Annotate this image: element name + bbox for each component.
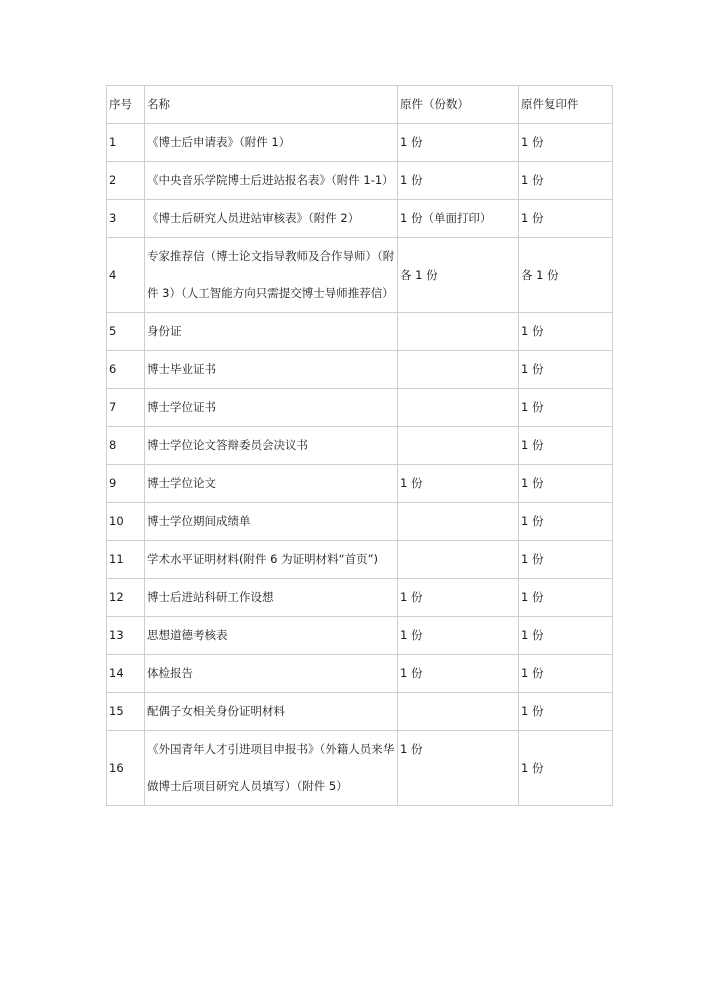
cell-name: 身份证 bbox=[145, 313, 398, 351]
cell-copy: 1 份 bbox=[519, 389, 613, 427]
cell-copy: 1 份 bbox=[519, 124, 613, 162]
cell-no: 5 bbox=[107, 313, 145, 351]
cell-original: 1 份 bbox=[398, 655, 519, 693]
cell-copy: 1 份 bbox=[519, 693, 613, 731]
cell-name: 《博士后申请表》（附件 1） bbox=[145, 124, 398, 162]
table-row bbox=[107, 162, 613, 200]
table-row bbox=[107, 731, 613, 806]
cell-original: 1 份 bbox=[398, 731, 519, 806]
table-row bbox=[107, 617, 613, 655]
cell-original: 1 份 bbox=[398, 579, 519, 617]
cell-original: 1 份 bbox=[398, 617, 519, 655]
cell-copy: 1 份 bbox=[519, 351, 613, 389]
cell-no: 3 bbox=[107, 200, 145, 238]
cell-no: 11 bbox=[107, 541, 145, 579]
cell-no: 14 bbox=[107, 655, 145, 693]
cell-name: 博士学位论文 bbox=[145, 465, 398, 503]
materials-table bbox=[106, 85, 613, 806]
cell-name: 《外国青年人才引进项目申报书》（外籍人员来华做博士后项目研究人员填写）（附件 5） bbox=[145, 731, 398, 806]
cell-name: 《中央音乐学院博士后进站报名表》（附件 1-1） bbox=[145, 162, 398, 200]
table-header-row bbox=[107, 86, 613, 124]
cell-original bbox=[398, 389, 519, 427]
cell-original: 1 份 bbox=[398, 465, 519, 503]
cell-original bbox=[398, 693, 519, 731]
cell-copy: 1 份 bbox=[519, 541, 613, 579]
cell-no: 6 bbox=[107, 351, 145, 389]
cell-copy: 1 份 bbox=[519, 162, 613, 200]
cell-no: 16 bbox=[107, 731, 145, 806]
cell-no: 13 bbox=[107, 617, 145, 655]
cell-original: 各 1 份 bbox=[398, 238, 519, 313]
cell-name: 博士学位证书 bbox=[145, 389, 398, 427]
table-row bbox=[107, 313, 613, 351]
header-copy: 原件复印件 bbox=[519, 86, 613, 124]
cell-name: 博士后进站科研工作设想 bbox=[145, 579, 398, 617]
table-row bbox=[107, 503, 613, 541]
cell-copy: 1 份 bbox=[519, 465, 613, 503]
cell-original: 1 份 bbox=[398, 124, 519, 162]
cell-name: 博士毕业证书 bbox=[145, 351, 398, 389]
cell-copy: 各 1 份 bbox=[519, 238, 613, 313]
cell-no: 9 bbox=[107, 465, 145, 503]
table-row bbox=[107, 465, 613, 503]
cell-name: 博士学位期间成绩单 bbox=[145, 503, 398, 541]
cell-name: 配偶子女相关身份证明材料 bbox=[145, 693, 398, 731]
table-row bbox=[107, 541, 613, 579]
cell-no: 4 bbox=[107, 238, 145, 313]
cell-copy: 1 份 bbox=[519, 313, 613, 351]
cell-name: 体检报告 bbox=[145, 655, 398, 693]
table-row bbox=[107, 693, 613, 731]
cell-copy: 1 份 bbox=[519, 427, 613, 465]
cell-original bbox=[398, 313, 519, 351]
cell-no: 7 bbox=[107, 389, 145, 427]
cell-original: 1 份（单面打印） bbox=[398, 200, 519, 238]
cell-copy: 1 份 bbox=[519, 655, 613, 693]
cell-name: 博士学位论文答辩委员会决议书 bbox=[145, 427, 398, 465]
table-row bbox=[107, 124, 613, 162]
cell-name: 《博士后研究人员进站审核表》（附件 2） bbox=[145, 200, 398, 238]
table-row bbox=[107, 351, 613, 389]
cell-name: 专家推荐信（博士论文指导教师及合作导师）（附件 3）（人工智能方向只需提交博士导师推荐信） bbox=[145, 238, 398, 313]
cell-no: 8 bbox=[107, 427, 145, 465]
cell-original bbox=[398, 427, 519, 465]
table-row bbox=[107, 238, 613, 313]
cell-name: 学术水平证明材料(附件 6 为证明材料“首页”) bbox=[145, 541, 398, 579]
cell-copy: 1 份 bbox=[519, 503, 613, 541]
cell-original bbox=[398, 541, 519, 579]
cell-copy: 1 份 bbox=[519, 200, 613, 238]
cell-original: 1 份 bbox=[398, 162, 519, 200]
table-row bbox=[107, 427, 613, 465]
cell-copy: 1 份 bbox=[519, 731, 613, 806]
cell-no: 15 bbox=[107, 693, 145, 731]
cell-name: 思想道德考核表 bbox=[145, 617, 398, 655]
header-no: 序号 bbox=[107, 86, 145, 124]
table-row bbox=[107, 655, 613, 693]
cell-no: 1 bbox=[107, 124, 145, 162]
cell-copy: 1 份 bbox=[519, 617, 613, 655]
cell-no: 2 bbox=[107, 162, 145, 200]
header-name: 名称 bbox=[145, 86, 398, 124]
cell-no: 10 bbox=[107, 503, 145, 541]
table-row bbox=[107, 389, 613, 427]
cell-copy: 1 份 bbox=[519, 579, 613, 617]
header-original: 原件（份数） bbox=[398, 86, 519, 124]
cell-original bbox=[398, 351, 519, 389]
table-row bbox=[107, 579, 613, 617]
cell-no: 12 bbox=[107, 579, 145, 617]
cell-original bbox=[398, 503, 519, 541]
table-row bbox=[107, 200, 613, 238]
